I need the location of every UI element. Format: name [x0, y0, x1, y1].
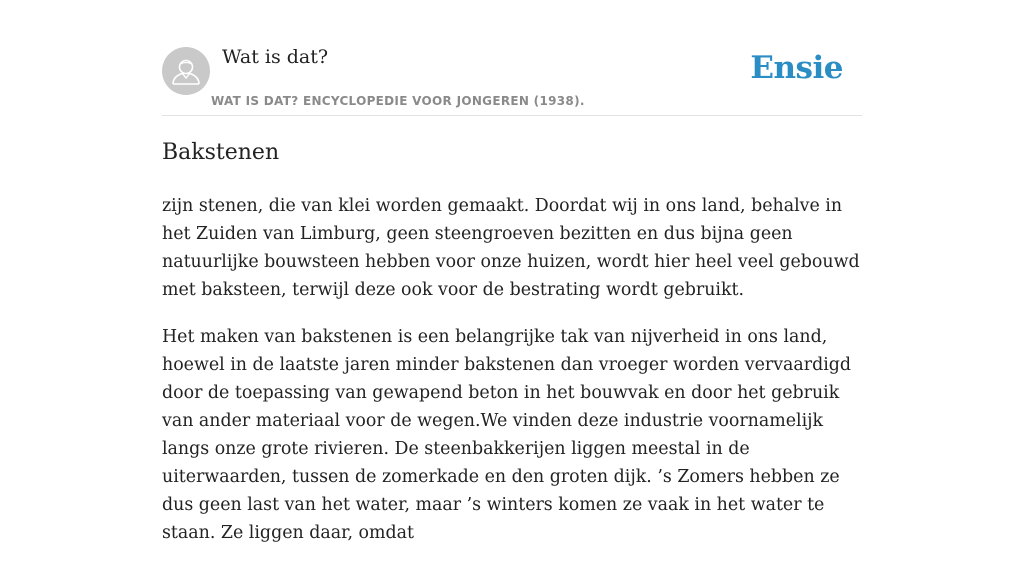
ensie-logo[interactable]: Ensie: [750, 50, 843, 86]
article-body: [162, 192, 866, 566]
user-silhouette-icon: [162, 47, 210, 95]
article-title: Bakstenen: [162, 140, 280, 165]
source-subtitle: WAT IS DAT? ENCYCLOPEDIE VOOR JONGEREN (1938).: [211, 94, 585, 108]
article-paragraph-1: zijn stenen, die van klei worden gemaakt. Doordat wij in ons land, behalve in het Zuiden van Limburg, geen steengroeven bezitten en dus bijna geen natuurlijke bouwsteen hebben voor onze huizen, wordt hier heel veel gebouwd met baksteen, terwijl deze ook voor de bestrating wordt gebruikt.: [162, 196, 860, 300]
article-paragraph-2: Het maken van bakstenen is een belangrijke tak van nijverheid in ons land, hoewel in de laatste jaren minder bakstenen dan vroeger worden vervaardigd door de toepassing van gewapend beton in het bouwvak en door het gebruik van ander materiaal voor de wegen.We vinden deze industrie voornamelijk langs onze grote rivieren. De steenbakkerijen liggen meestal in de uiterwaarden, tussen de zomerkade en den groten dijk. ’s Zomers hebben ze dus geen last van het water, maar ’s winters komen ze vaak in het water te staan. Ze liggen daar, omdat: [162, 327, 852, 543]
source-header: [162, 0, 862, 116]
source-name[interactable]: Wat is dat?: [222, 46, 329, 68]
source-avatar[interactable]: [162, 47, 210, 95]
